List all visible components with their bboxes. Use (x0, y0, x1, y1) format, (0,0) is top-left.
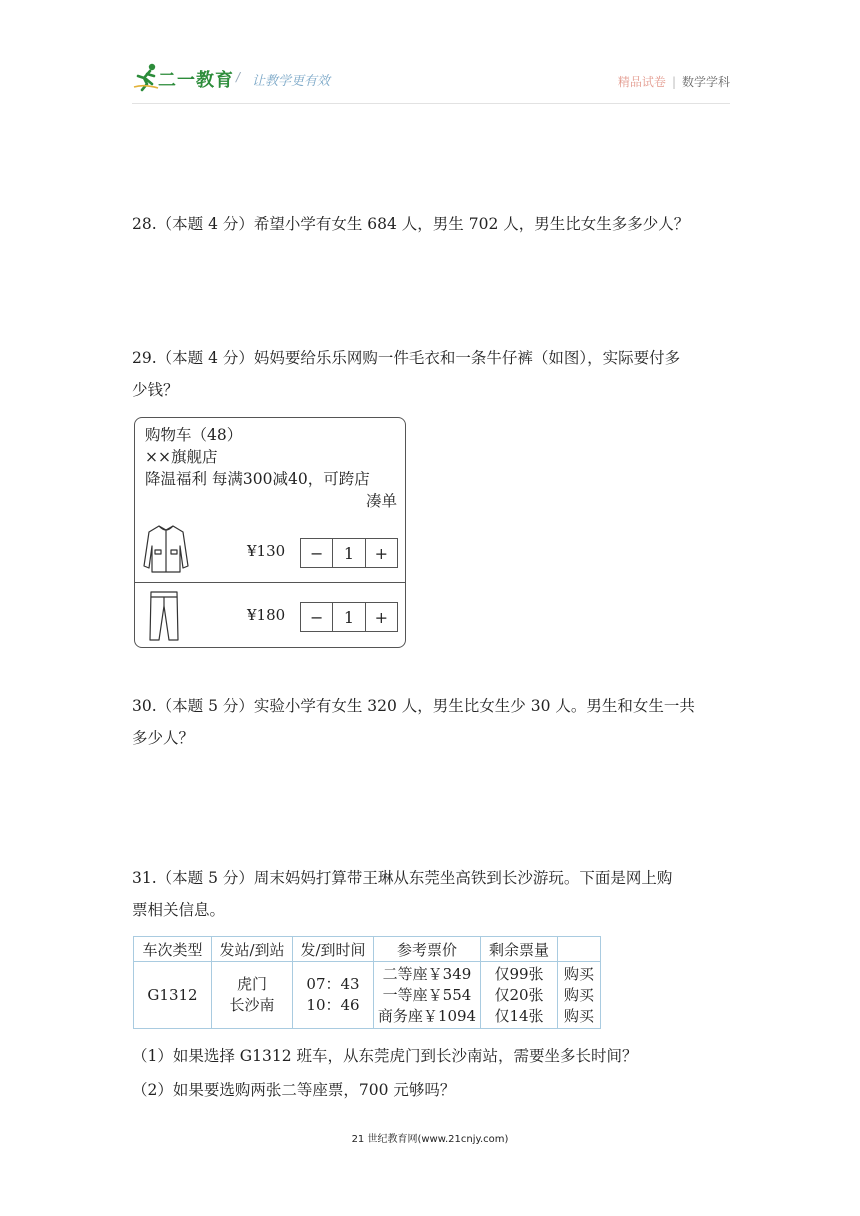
buy-cell (558, 962, 601, 1029)
header-action (558, 937, 601, 962)
logo-text: 二一教育 (158, 70, 234, 91)
header-tag-quality: 精品试卷 (617, 75, 666, 89)
question-31-line1: 31.（本题 5 分）周末妈妈打算带王琳从东莞坐高铁到长沙游玩。下面是网上购 (132, 869, 673, 887)
buy-second-class-button[interactable]: 购买 (563, 964, 594, 983)
question-29 (132, 342, 732, 406)
buy-first-class-button[interactable]: 购买 (563, 985, 594, 1004)
prices-cell (374, 962, 481, 1029)
item-2-decrease-button[interactable]: − (309, 607, 324, 627)
cart-promo-cont: 凑单 (365, 492, 397, 510)
header-separator: | (671, 75, 676, 89)
cart-promo: 降温福利 每满300减40，可跨店 (145, 470, 370, 488)
cart-divider (135, 582, 405, 583)
item-2-price: ¥180 (247, 606, 286, 624)
header-remaining: 剩余票量 (481, 937, 558, 962)
item-1-quantity: 1 (332, 539, 364, 567)
question-29-line1: 29.（本题 4 分）妈妈要给乐乐网购一件毛衣和一条牛仔裤（如图），实际要付多 (132, 349, 681, 367)
header-tag-subject: 数学学科 (681, 75, 730, 89)
question-31-sub1: （1）如果选择 G1312 班车，从东莞虎门到长沙南站，需要坐多长时间？ (132, 1047, 638, 1065)
header-slash: / (236, 70, 241, 84)
buy-business-class-button[interactable]: 购买 (563, 1006, 594, 1025)
question-31-sub2: （2）如果要选购两张二等座票，700 元够吗？ (132, 1081, 456, 1099)
question-30 (132, 690, 732, 754)
page-header (0, 0, 860, 110)
header-slogan: 让教学更有效 (252, 74, 331, 89)
item-1-quantity-stepper[interactable] (300, 538, 398, 568)
header-times: 发/到时间 (293, 937, 374, 962)
arrival-time: 10：46 (306, 996, 360, 1014)
remaining-cell (481, 962, 558, 1029)
table-row (134, 962, 601, 1029)
table-header-row (134, 937, 601, 962)
departure-station: 虎门 (236, 975, 267, 993)
price-first-class: 一等座￥554 (382, 985, 472, 1004)
page-footer: 21 世纪教育网(www.21cnjy.com) (351, 1134, 509, 1145)
header-train-type: 车次类型 (134, 937, 212, 962)
item-2-increase-button[interactable]: + (365, 603, 397, 631)
times-cell (293, 962, 374, 1029)
question-31 (132, 862, 732, 926)
item-2-quantity: 1 (332, 603, 364, 631)
item-1-decrease-button[interactable]: − (309, 543, 324, 563)
question-31-line2: 票相关信息。 (132, 901, 226, 919)
departure-time: 07：43 (306, 975, 360, 993)
price-business-class: 商务座￥1094 (377, 1006, 477, 1025)
header-right (618, 73, 730, 90)
header-stations: 发站/到站 (212, 937, 293, 962)
question-30-line2: 多少人？ (132, 729, 195, 747)
shopping-cart-figure (134, 417, 406, 648)
remaining-second-class: 仅99张 (494, 964, 544, 983)
header-divider (132, 103, 730, 104)
item-2-quantity-stepper[interactable] (300, 602, 398, 632)
cart-store: ××旗舰店 (145, 448, 218, 466)
header-price: 参考票价 (374, 937, 481, 962)
train-number: G1312 (134, 962, 212, 1029)
remaining-first-class: 仅20张 (494, 985, 544, 1004)
pants-icon (147, 590, 181, 642)
item-1-increase-button[interactable]: + (365, 539, 397, 567)
item-1-price: ¥130 (247, 542, 286, 560)
remaining-business-class: 仅14张 (494, 1006, 544, 1025)
arrival-station: 长沙南 (229, 996, 275, 1014)
question-28: 28.（本题 4 分）希望小学有女生 684 人，男生 702 人，男生比女生多多少人？ (132, 215, 690, 233)
question-30-line1: 30.（本题 5 分）实验小学有女生 320 人，男生比女生少 30 人。男生和女生一共 (132, 697, 695, 715)
question-29-line2: 少钱？ (132, 381, 179, 399)
price-second-class: 二等座￥349 (382, 964, 472, 983)
cart-title: 购物车（48） (145, 426, 243, 444)
jacket-icon (141, 522, 191, 576)
train-ticket-table (133, 936, 601, 1029)
stations-cell (212, 962, 293, 1029)
